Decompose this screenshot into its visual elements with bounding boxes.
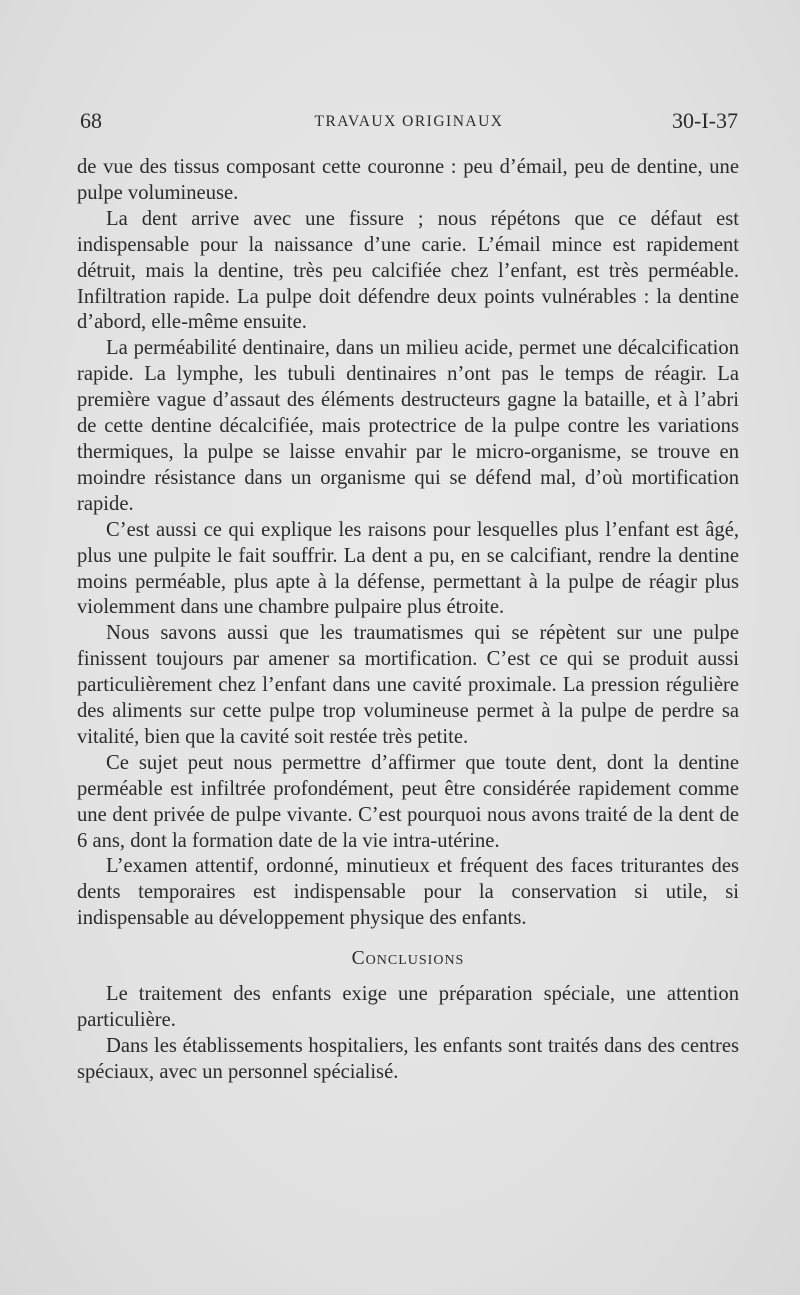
issue-date: 30-I-37: [672, 108, 738, 133]
paragraph: Nous savons aussi que les traumatismes qui se répètent sur une pulpe finissent toujours par amener sa mortification. C’est ce qui se produit aussi particulièrement chez l’enfant dans une cavité proximale. La pression régulière des aliments sur cette pulpe trop volumineuse permet à la pulpe de perdre sa vitalité, bien que la cavité soit restée très petite.: [77, 622, 739, 748]
running-title: TRAVAUX ORIGINAUX: [314, 113, 504, 130]
paragraph: Dans les établissements hospitaliers, les enfants sont traités dans des centres spéciaux, avec un personnel spécialisé.: [77, 1034, 739, 1083]
section-heading: Conclusions: [351, 948, 465, 970]
page-number: 68: [80, 108, 102, 133]
paragraph: La perméabilité dentinaire, dans un milieu acide, permet une décalcification rapide. La lymphe, les tubuli dentinaires n’ont pas le temps de réagir. La première vague d’assaut des éléments destructeurs gagne la bataille, et à l’abri de cette dentine décalcifiée, mais protectrice de la pulpe contre les variations thermiques, la pulpe se laisse envahir par le micro-organisme, se trouve en moindre résistance dans un organisme qui se défend mal, d’où mortification rapide.: [77, 337, 739, 515]
running-header: [80, 108, 738, 138]
paragraph: La dent arrive avec une fissure ; nous répétons que ce défaut est indispensable pour la naissance d’une carie. L’émail mince est rapidement détruit, mais la dentine, très peu calcifiée chez l’enfant, est très perméable. Infiltration rapide. La pulpe doit défendre deux points vulnérables : la dentine d’abord, elle-même ensuite.: [77, 207, 739, 334]
paragraph: Ce sujet peut nous permettre d’affirmer que toute dent, dont la dentine perméable est infiltrée profondément, peut être considérée rapidement comme une dent privée de pulpe vivante. C’est pourquoi nous avons traité de la dent de 6 ans, dont la formation date de la vie intra-utérine.: [77, 751, 739, 852]
paragraph: Le traitement des enfants exige une préparation spéciale, une attention particulière.: [77, 983, 739, 1031]
paragraph: C’est aussi ce qui explique les raisons pour lesquelles plus l’enfant est âgé, plus une pulpite le fait souffrir. La dent a pu, en se calcifiant, rendre la dentine moins perméable, plus apte à la défense, permettant à la pulpe de réagir plus violemment dans une chambre pulpaire plus étroite.: [77, 518, 739, 619]
paragraph: de vue des tissus composant cette couronne : peu d’émail, peu de dentine, une pulpe volumineuse.: [77, 156, 739, 204]
paragraph: L’examen attentif, ordonné, minutieux et fréquent des faces triturantes des dents temporaires est indispensable pour la conservation si utile, si indispensable au développement physique des enfants.: [77, 855, 739, 930]
page-body: [77, 155, 739, 1086]
